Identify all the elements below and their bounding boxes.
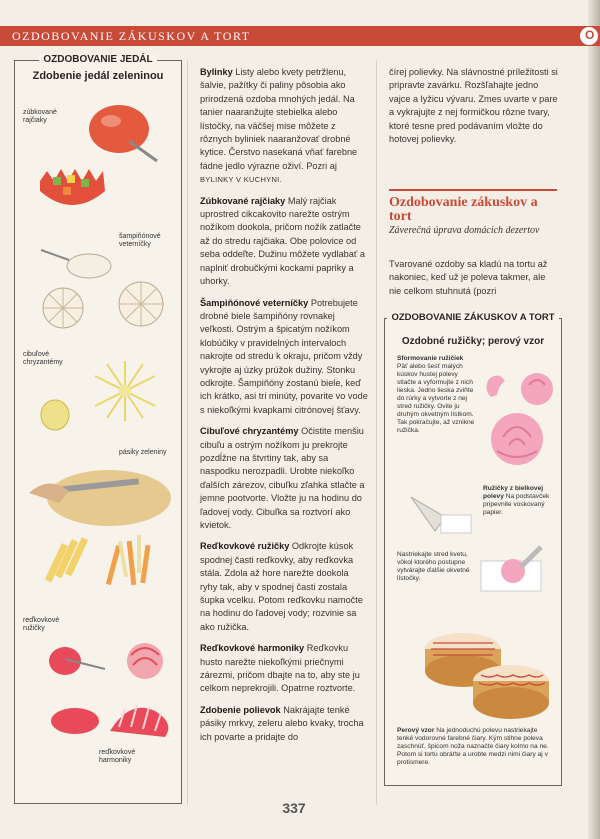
zigzag-tomato-paragraph: Zúbkované rajčiaky Malý rajčiak uprostred cikcakovito narežte ostrým nožíkom dookola, pričom nožík zatlačte až do stredu rajčiaka. Obe polovice od seba oddeľte. Dužinu môžete vydlabať a naplniť drobučkými kockami papriky a uhorky. [200,195,365,287]
royal-icing-text: Ružičky z bielkovej polevy Na podstavček pripevnite voskovaný papier. [483,485,550,516]
onion-paragraph: Cibuľové chryzantémy Očistite menšiu cibuľu a ostrým nožíkom ju prekrojte pozdĺžne na štvrtiny tak, aby sa naspodku nerozpadli. Urobte niekoľko ďalších zárezov, cibuľku zľahka stlačte a jemne pootvorte. Vložte ju na hodinu do ľadovej vody. Cibuľka sa roztvorí ako kvietok. [200,426,365,530]
label-radish-accordion: reďkovkové harmoniky [99,749,136,764]
section-title: Ozdobovanie zákuskov a tort [389,195,538,224]
page-number: 337 [282,800,306,816]
label-onion: cibuľové chryzantémy [23,351,63,366]
herbs-paragraph: Bylinky Listy alebo kvety petržlenu, šalvie, pažítky či paliny pôsobia ako prirodzená ozdoba mnohých jedál. Na tanier naaranžujte stebielka alebo lístočky, na väčšej mise môžete z rôznych byliniek naaranžovať drobné kytice. Čerstvo nasekaná vňať farebne fádne jedlo výrazne oživí. Pozri aj BYLINKY V KUCHYNI. [200,67,358,185]
page-binding-edge [588,0,600,839]
vegetable-strips-illustration [19,453,179,593]
label-tomato: zúbkované rajčiaky [23,109,57,124]
right-column-continuation: čírej polievky. Na slávnostné príležitosti si pripravte zavárku. Rozšľahajte jedno vajce a lyžicu vývaru. Zmes uvarte v pare a vykrajujte z nej formičkou rôzne tvary, ktoré tesne pred podávaním vložte do hotovej polievky. [389,67,558,145]
onion-chrysanthemum-illustration [85,356,165,426]
header-bar [0,26,600,46]
box-subtitle: Ozdobné ružičky; perový vzor [401,336,545,347]
radish-illustration [35,641,185,751]
feather-cake-illustration [423,609,553,721]
section-subtitle: Záverečná úprava domácich dezertov [389,225,540,236]
mushroom-illustration [29,246,179,336]
chapter-letter: O [585,28,595,42]
box-title: OZDOBOVANIE ZÁKUSKOV A TORT [385,312,561,323]
label-radish-roses: reďkovkové ružičky [23,617,60,632]
cake-decoration-box [384,312,562,786]
column-divider-right [376,60,377,805]
piping-bag-illustration [405,487,477,543]
sidebar-subtitle: Zdobenie jedál zeleninou [32,70,164,82]
onion-illustration [37,397,77,433]
piping-petals-text: Nastriekajte stred kvetu, vôkol ktorého postupne vytvárajte ďalšie okvetné lístočky. [397,551,470,582]
label-veg-strips: pásiky zeleniny [119,449,167,456]
soup-paragraph: Zdobenie polievok Nakrájajte tenké pásiky mrkvy, zeleru alebo kvaky, trocha ich povarte a pridajte do [200,704,364,742]
feather-pattern-text: Perový vzor Na jednoduchú polevu nastriekajte tenké vodorovné farebné čiary. Kým stihne poleva zaschnúť, špicom noža naznačte čiary kolmo na ne. Potom si tortu obráťte a urobte medzi nimi čiary aj v protismere. [397,727,549,766]
tomato-illustration [79,97,159,167]
column-divider-left [187,60,188,805]
section-rule [389,189,557,191]
zigzag-tomato-illustration [35,161,109,219]
mushroom-paragraph: Šampiňónové veterníčky Potrebujete drobné biele šampiňóny rovnakej veľkosti. Ostrým a špicatým nožíkom klobúčiky v pravidelných intervaloch nakrojte od stredu k okraju, pričom vždy vykrojte aj úzky prúžok dužiny. Stonku odkrojte. Šampiňóny zostanú biele, keď ich krátko, asi tri minúty, povarite vo vode s niekoľkými kvapkami citrónovej šťavy. [200,297,368,415]
garnish-sidebar [14,54,182,804]
label-mushroom: šampiňónové veterníčky [119,233,161,248]
icing-rose-illustration [477,359,559,469]
sidebar-title: OZDOBOVANIE JEDÁL [15,54,181,65]
middle-column [200,66,368,752]
piped-rose-illustration [471,541,555,599]
section-intro: Tvarované ozdoby sa kladú na tortu až nakoniec, keď už je poleva takmer, ale nie celkom stuhnutá (pozri [389,259,548,296]
radish-rose-paragraph: Reďkovkové ružičky Odkrojte kúsok spodnej časti reďkovky, aby reďkovka stála. Zdola až hore narežte dookola ryhy tak, aby v spodnej časti zostala šupka vcelku. Potom reďkovku namočte na hodinu do ľadovej vody; rozvinie sa ako ružička. [200,541,363,632]
rose-forming-text: Sformovanie ružičiek Päť alebo šesť malých kúskov hustej polevy stlačte a vyformujte z nich lieska. Jedno lieska zviňte do rúrky a vytvorte z nej stred ružičky. Ovite ju druhým okvetným lístkom. Tak pokračujte, až vznikne ružička. [397,355,475,434]
radish-accordion-paragraph: Reďkovkové harmoniky Reďkovku husto narežte niekoľkými priečnymi zárezmi, pričom dbajte na to, aby ste ju celkom neprekrojili. Opatrne roztvorte. [200,643,360,694]
header-title: OZDOBOVANIE ZÁKUSKOV A TORT [12,29,251,43]
chapter-marker-icon [580,27,598,45]
